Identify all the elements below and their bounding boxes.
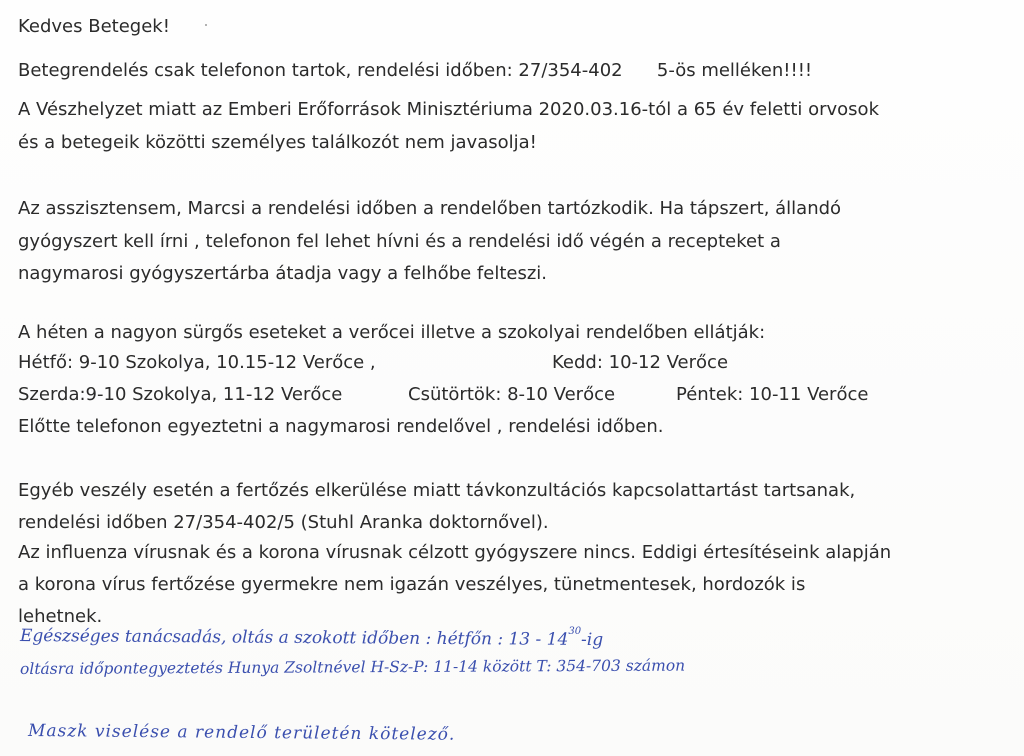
danger-line-1: Egyéb veszély esetén a fertőzés elkerülése miatt távkonzultációs kapcsolattartást tartsanak, [18,480,856,501]
before-line: Előtte telefonon egyeztetni a nagymarosi rendelővel , rendelési időben. [18,416,664,437]
schedule-friday: Péntek: 10-11 Verőce [676,384,869,405]
phone-line: Betegrendelés csak telefonon tartok, rendelési időben: 27/354-402 5-ös melléken!!!! [18,60,813,81]
handwritten-line-1-text: Egészséges tanácsadás, oltás a szokott időben : hétfőn : 13 - 14 [19,626,569,650]
schedule-thursday: Csütörtök: 8-10 Verőce [408,384,616,405]
handwritten-line-3: Maszk viselése a rendelő területén kötelező. [27,721,456,745]
flu-line-2: a korona vírus fertőzése gyermekre nem igazán veszélyes, tünetmentesek, hordozók is [18,574,806,595]
assistant-line-1: Az asszisztensem, Marcsi a rendelési időben a rendelőben tartózkodik. Ha tápszert, állandó [18,198,842,219]
paper-speck [205,24,207,26]
emergency-line-2: és a betegeik közötti személyes találkozót nem javasolja! [18,132,537,153]
flu-line-3: lehetnek. [18,606,103,627]
schedule-monday: Hétfő: 9-10 Szokolya, 10.15-12 Verőce , [18,352,376,373]
emergency-line-1: A Vészhelyzet miatt az Emberi Erőforrások Minisztériuma 2020.03.16-tól a 65 év feletti orvosok [18,99,879,120]
assistant-line-2: gyógyszert kell írni , telefonon fel lehet hívni és a rendelési idő végén a recepteket a [18,231,781,252]
danger-line-2: rendelési időben 27/354-402/5 (Stuhl Aranka doktornővel). [18,512,549,533]
flu-line-1: Az influenza vírusnak és a korona vírusnak célzott gyógyszere nincs. Eddigi értesítéseink alapján [18,542,892,563]
schedule-tuesday: Kedd: 10-12 Verőce [552,352,729,373]
handwritten-line-1-superscript: 30 [568,625,582,637]
week-intro-line: A héten a nagyon sürgős eseteket a verőcei illetve a szokolyai rendelőben ellátják: [18,322,766,343]
handwritten-line-2: oltásra időpontegyeztetés Hunya Zsoltnével H-Sz-P: 11-14 között T: 354-703 számon [19,656,686,678]
greeting: Kedves Betegek! [18,16,170,37]
assistant-line-3: nagymarosi gyógyszertárba átadja vagy a felhőbe felteszi. [18,263,548,284]
handwritten-line-1 [20,626,603,650]
schedule-wednesday: Szerda:9-10 Szokolya, 11-12 Verőce [18,384,343,405]
handwritten-line-1-end: -ig [580,629,604,651]
